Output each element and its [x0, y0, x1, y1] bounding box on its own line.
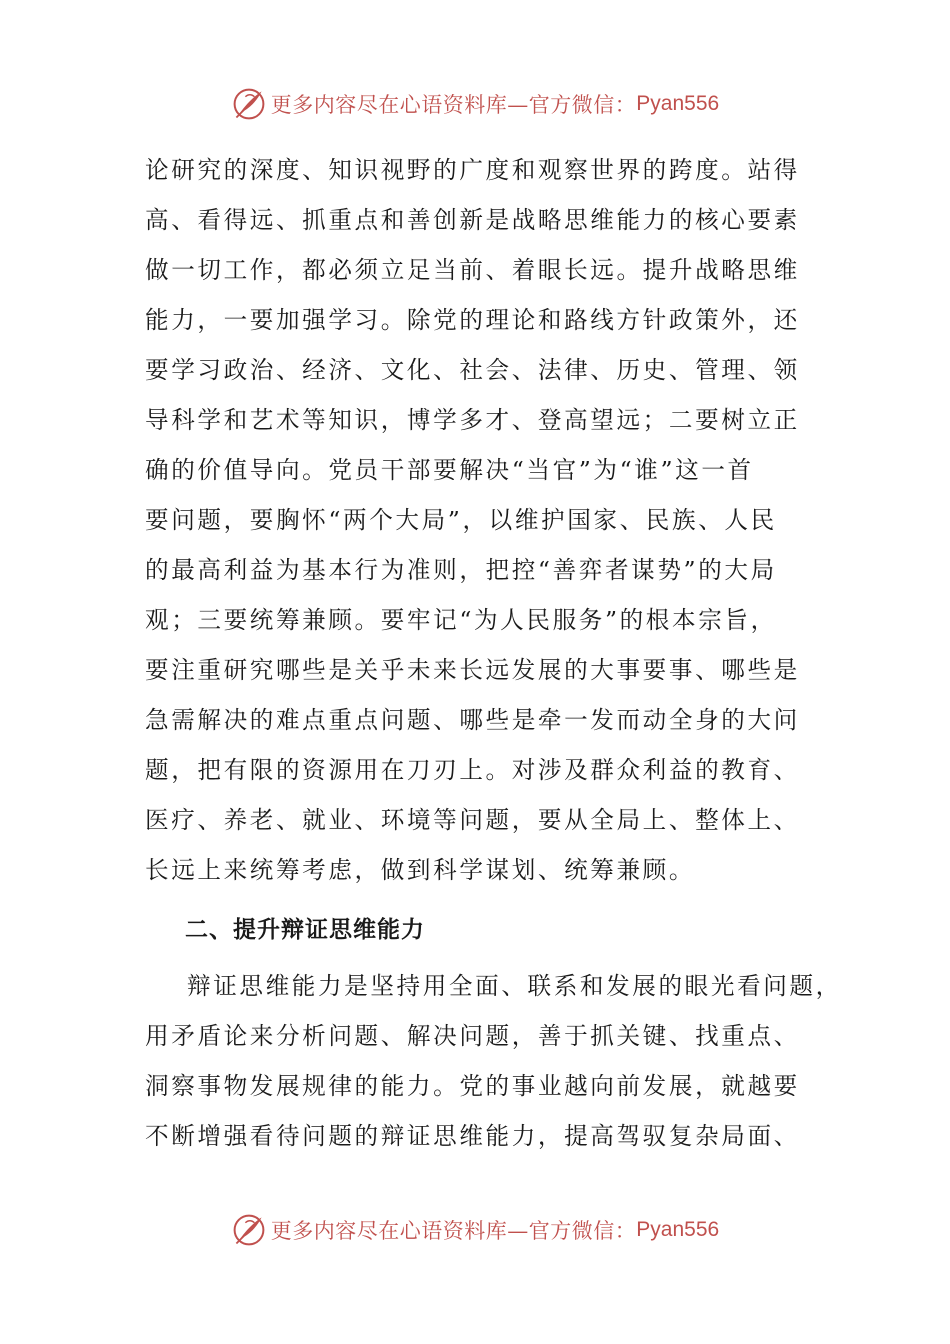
text-line: 洞察事物发展规律的能力。党的事业越向前发展，就越要 [145, 1072, 800, 1100]
section-heading: 二、提升辩证思维能力 [185, 917, 425, 943]
text-line: 用矛盾论来分析问题、解决问题，善于抓关键、找重点、 [145, 1022, 800, 1050]
text-line: 长远上来统筹考虑，做到科学谋划、统筹兼顾。 [145, 856, 696, 884]
text-line: 辩证思维能力是坚持用全面、联系和发展的眼光看问题， [187, 972, 842, 1000]
wechat-id: Pyan556 [636, 92, 720, 115]
quill-pen-icon [231, 86, 267, 122]
text-line: 要问题，要胸怀“两个大局”，以维护国家、民族、人民 [145, 506, 777, 534]
text-line: 观；三要统筹兼顾。要牢记“为人民服务”的根本宗旨， [145, 606, 777, 634]
text-line: 做一切工作，都必须立足当前、着眼长远。提升战略思维 [145, 256, 800, 284]
text-line: 要学习政治、经济、文化、社会、法律、历史、管理、领 [145, 356, 800, 384]
text-line: 医疗、养老、就业、环境等问题，要从全局上、整体上、 [145, 806, 800, 834]
paragraph-1 [145, 145, 810, 895]
header-watermark [0, 84, 950, 124]
text-line: 确的价值导向。党员干部要解决“当官”为“谁”这一首 [145, 456, 754, 484]
quill-pen-icon [231, 1212, 267, 1248]
wechat-id: Pyan556 [636, 1218, 720, 1241]
text-line: 题，把有限的资源用在刀刃上。对涉及群众利益的教育、 [145, 756, 800, 784]
text-line: 能力，一要加强学习。除党的理论和路线方针政策外，还 [145, 306, 800, 334]
text-line: 要注重研究哪些是关乎未来长远发展的大事要事、哪些是 [145, 656, 800, 684]
text-line: 不断增强看待问题的辩证思维能力，提高驾驭复杂局面、 [145, 1122, 800, 1150]
watermark-text: 更多内容尽在心语资料库—官方微信： [270, 1219, 637, 1243]
text-line: 高、看得远、抓重点和善创新是战略思维能力的核心要素 [145, 206, 800, 234]
footer-watermark [0, 1210, 950, 1250]
paragraph-2 [145, 961, 842, 1161]
text-line: 急需解决的难点重点问题、哪些是牵一发而动全身的大问 [145, 706, 800, 734]
watermark-text: 更多内容尽在心语资料库—官方微信： [270, 93, 637, 117]
text-line: 导科学和艺术等知识，博学多才、登高望远；二要树立正 [145, 406, 800, 434]
text-line: 论研究的深度、知识视野的广度和观察世界的跨度。站得 [145, 156, 800, 184]
document-body [145, 145, 842, 1161]
text-line: 的最高利益为基本行为准则，把控“善弈者谋势”的大局 [145, 556, 777, 584]
